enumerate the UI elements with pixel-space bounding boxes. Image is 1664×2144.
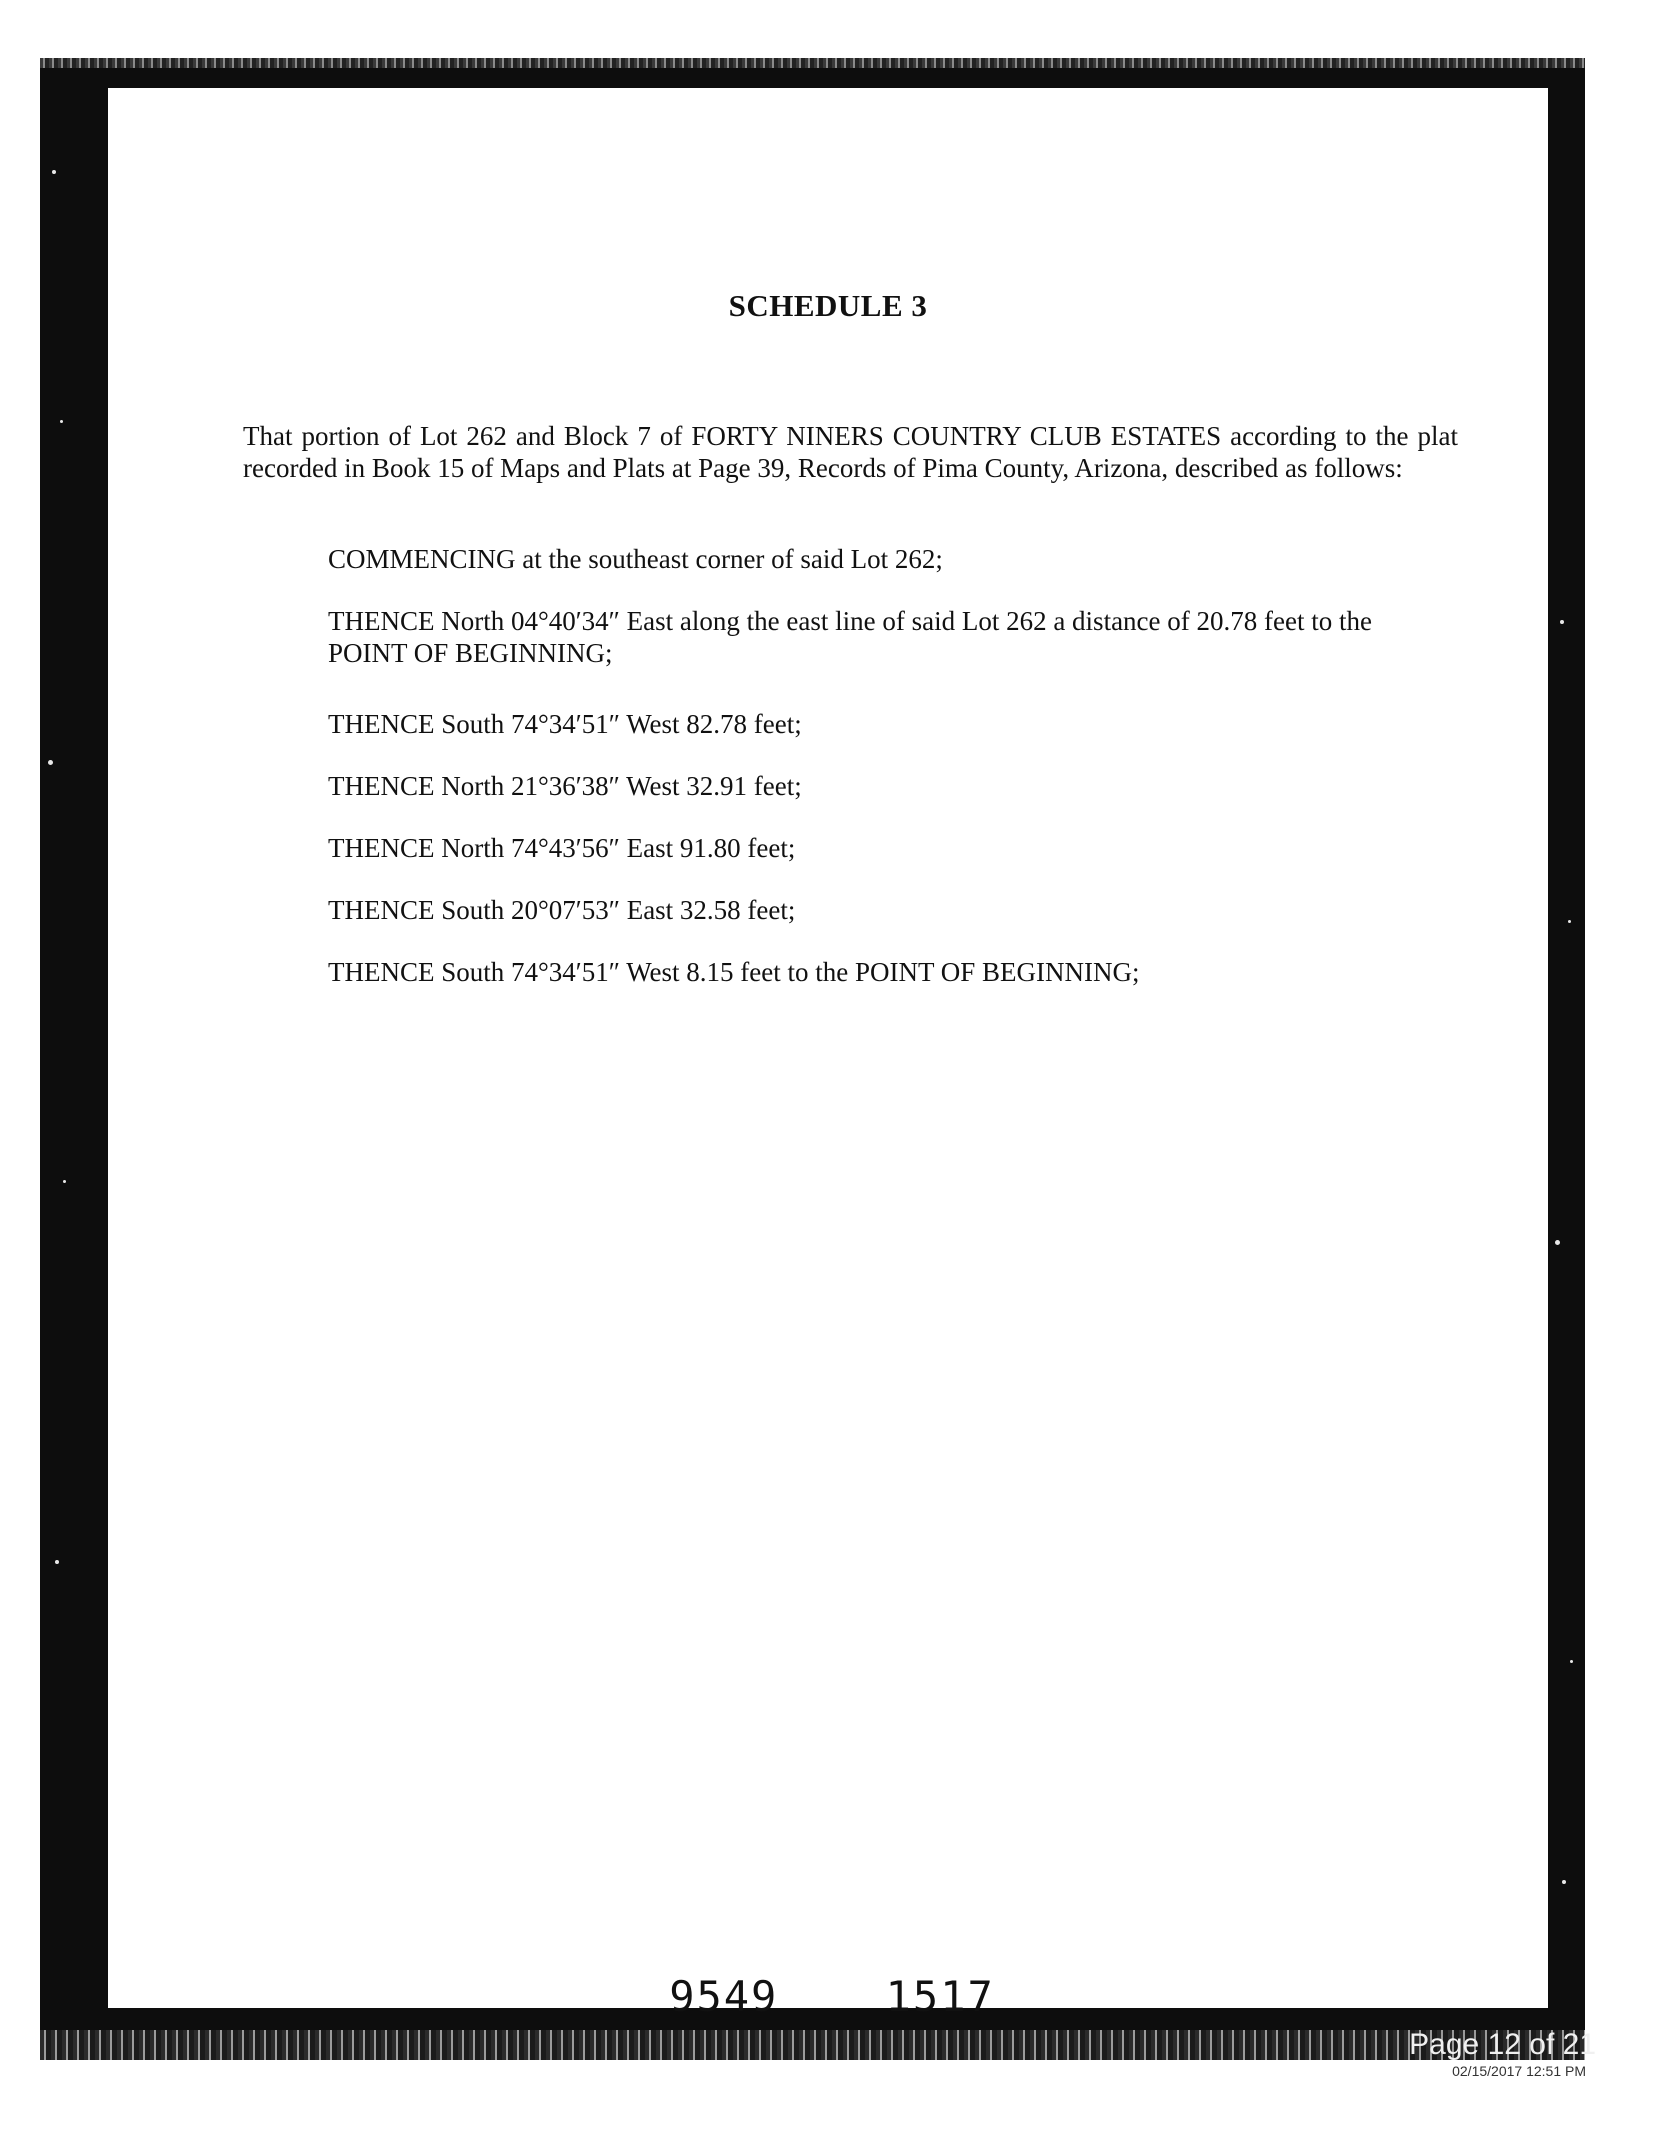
thence-paragraph-1: THENCE North 04°40′34″ East along the east line of said Lot 262 a distance of 20.78 feet to the POINT OF BEGINNING; xyxy=(328,606,1372,668)
scan-speckle xyxy=(48,760,53,765)
legal-description-intro: That portion of Lot 262 and Block 7 of FORTY NINERS COUNTRY CLUB ESTATES according to the plat recorded in Book 15 of Maps and Plats at Page 39, Records of Pima County, Arizona, described as follows: xyxy=(243,421,1458,483)
thence-paragraph-4: THENCE North 74°43′56″ East 91.80 feet; xyxy=(328,833,796,863)
recording-stamp xyxy=(0,1972,1664,2021)
scan-speckle xyxy=(63,1180,66,1183)
scan-speckle xyxy=(1568,920,1571,923)
scan-top-edge xyxy=(40,58,1585,68)
scan-speckle xyxy=(1562,1880,1566,1884)
thence-paragraph-5: THENCE South 20°07′53″ East 32.58 feet; xyxy=(328,895,796,925)
print-timestamp: 02/15/2017 12:51 PM xyxy=(1452,2063,1586,2079)
scan-speckle xyxy=(55,1560,59,1564)
scan-speckle xyxy=(1555,1240,1560,1245)
schedule-title: SCHEDULE 3 xyxy=(728,288,928,323)
document-page xyxy=(108,88,1548,2008)
scan-speckle xyxy=(1560,620,1564,624)
page-label: Page 12 of 21 xyxy=(1409,2028,1596,2061)
thence-paragraph-6: THENCE South 74°34′51″ West 8.15 feet to the POINT OF BEGINNING; xyxy=(328,957,1140,987)
commencing-paragraph: COMMENCING at the southeast corner of said Lot 262; xyxy=(328,544,943,574)
docket-number: 9549 xyxy=(669,1972,779,2021)
scan-speckle xyxy=(60,420,63,423)
thence-paragraph-2: THENCE South 74°34′51″ West 82.78 feet; xyxy=(328,709,802,739)
scan-bottom-edge xyxy=(40,2030,1585,2060)
thence-paragraph-3: THENCE North 21°36′38″ West 32.91 feet; xyxy=(328,771,802,801)
page-number-stamp: 1517 xyxy=(885,1972,995,2021)
scan-speckle xyxy=(1570,1660,1573,1663)
scan-speckle xyxy=(52,170,56,174)
